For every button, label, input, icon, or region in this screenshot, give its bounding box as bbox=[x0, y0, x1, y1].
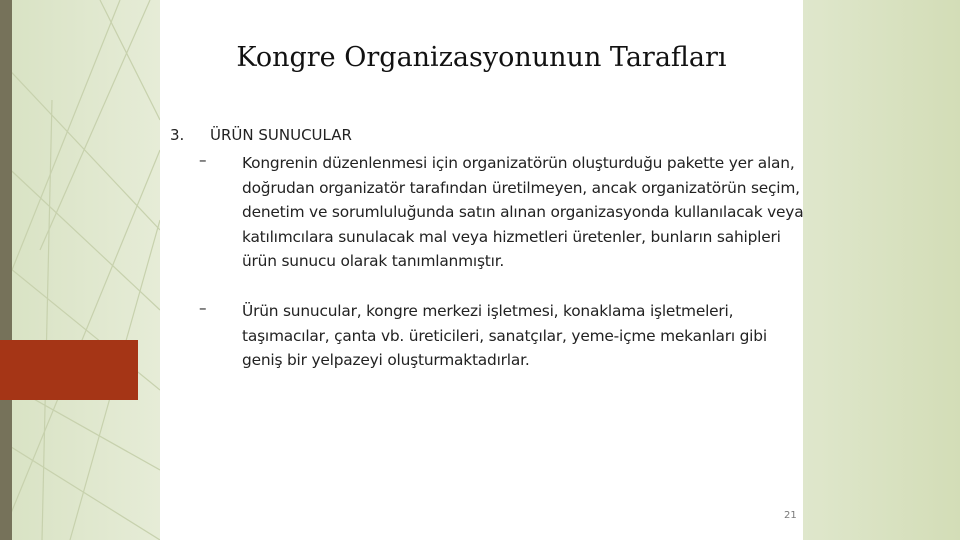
slide-title: Kongre Organizasyonunun Tarafları bbox=[236, 42, 727, 73]
page-number: 21 bbox=[784, 510, 797, 521]
bullet-text: Ürün sunucular, kongre merkezi işletmesi, konaklama işletmeleri, taşımacılar, çanta vb. üreticileri, sanatçılar, yeme-içme mekanları gibi geniş bir yelpazeyi oluşturmaktadırlar. bbox=[242, 302, 767, 369]
bullet-text: Kongrenin düzenlenmesi için organizatörün oluşturduğu pakette yer alan, doğrudan organizatör tarafından üretilmeyen, ancak organizatörün seçim, denetim ve sorumluluğunda satın alınan organizasyonda kullanılacak veya katılımcılara sunulacak mal veya hizmetleri üretenler, bunların sahipleri ürün sunucu olarak tanımlanmıştır. bbox=[242, 154, 804, 270]
decorative-lines bbox=[0, 0, 160, 540]
accent-block bbox=[0, 340, 138, 400]
right-decorative-panel bbox=[803, 0, 960, 540]
bullet-marker: – bbox=[199, 151, 207, 169]
item-heading: ÜRÜN SUNUCULAR bbox=[210, 126, 352, 144]
bullet-marker: – bbox=[199, 299, 207, 317]
left-decorative-panel bbox=[0, 0, 160, 540]
item-number: 3. bbox=[170, 126, 185, 144]
dark-stripe bbox=[0, 0, 12, 540]
